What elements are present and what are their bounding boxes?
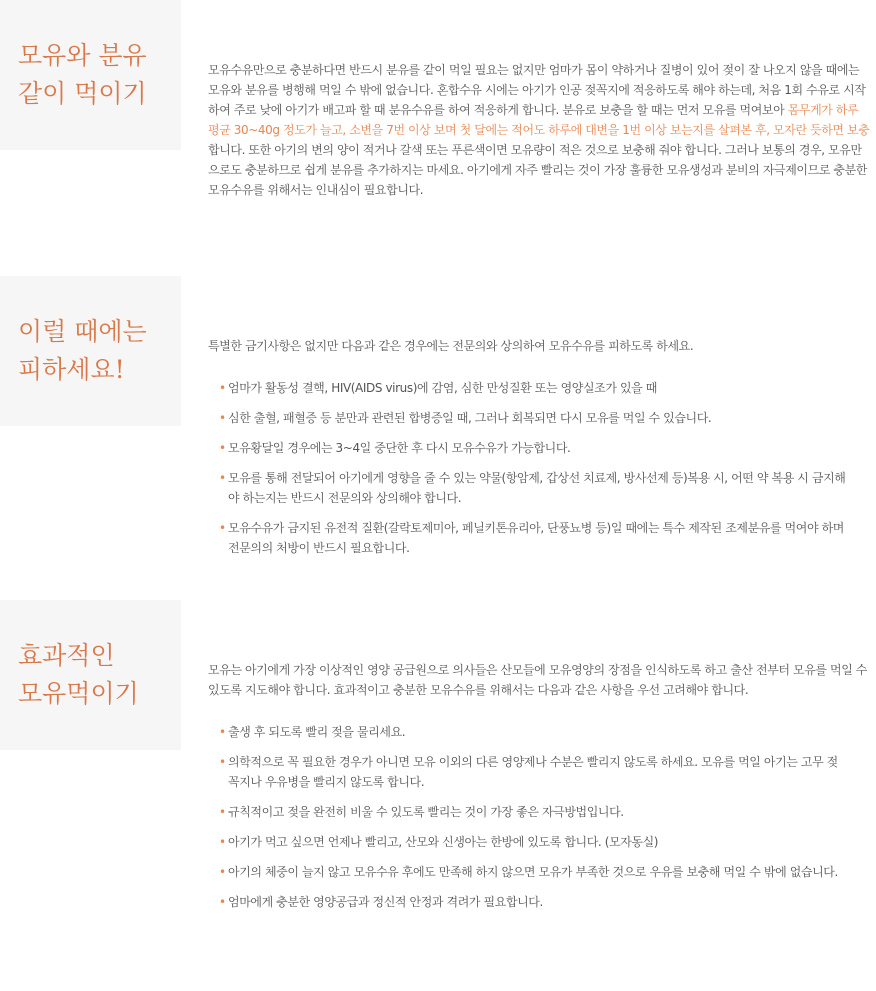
section-title-box [0, 600, 181, 750]
section-title-line-1: 이럴 때에는 [18, 317, 147, 346]
bullet-icon: • [219, 895, 226, 909]
section-title-line-1: 효과적인 [18, 641, 115, 670]
section-content [208, 660, 871, 922]
list-item: • 아기가 먹고 싶으면 언제나 빨리고, 산모와 신생아는 한방에 있도록 합니다. (모자동실) [208, 832, 848, 852]
bullet-icon: • [219, 521, 226, 535]
section-intro: 특별한 금기사항은 없지만 다음과 같은 경우에는 전문의와 상의하여 모유수유를 피하도록 하세요. [208, 339, 694, 353]
section-title-line-2: 같이 먹이기 [18, 79, 147, 108]
list-item: • 모유를 통해 전달되어 아기에게 영향을 줄 수 있는 약물(항암제, 갑상선 치료제, 방사선제 등)복용 시, 어떤 약 복용 시 금지해야 하는지는 반드시 전문의와 상의해야 합니다. [208, 468, 848, 508]
list-item: • 의학적으로 꼭 필요한 경우가 아니면 모유 이외의 다른 영양제나 수분은 빨리지 않도록 하세요. 모유를 먹일 아기는 고무 젖꼭지나 우유병을 빨리지 않도록 합니다. [208, 752, 848, 792]
bullet-icon: • [219, 441, 226, 455]
list-item: • 모유수유가 금지된 유전적 질환(갈락토제미아, 페닐키톤유리아, 단풍뇨병 등)일 때에는 특수 제작된 조제분유를 먹여야 하며 전문의의 처방이 반드시 필요합니다. [208, 518, 848, 558]
paragraph-text-before: 모유수유만으로 충분하다면 반드시 분유를 같이 먹일 필요는 없지만 엄마가 몸이 약하거나 질병이 있어 젖이 잘 나오지 않을 때에는 모유와 분유를 병행해 먹일 수 밖에 없습니다. 혼합수유 시에는 아기가 인공 젖꼭지에 적응하도록 해야 하는데, 처음 1회 수유로 시작하여 주로 낮에 아기가 배고파 할 때 분유수유를 하여 적응하게 합니다. 분유로 보충을 할 때는 먼저 모유를 먹여보아 [208, 63, 866, 117]
bullet-icon: • [219, 865, 226, 879]
section-content [208, 60, 871, 200]
section-content [208, 336, 848, 568]
bullet-icon: • [219, 471, 226, 485]
section-title-line-2: 피하세요! [18, 355, 125, 384]
section-title-box [0, 276, 181, 426]
bullet-icon: • [219, 411, 226, 425]
bullet-icon: • [219, 755, 226, 769]
list-item: • 모유황달일 경우에는 3~4일 중단한 후 다시 모유수유가 가능합니다. [208, 438, 848, 458]
bullet-list [208, 722, 848, 912]
bullet-icon: • [219, 725, 226, 739]
bullet-icon: • [219, 835, 226, 849]
list-item: • 엄마가 활동성 결핵, HIV(AIDS virus)에 감염, 심한 만성질환 또는 영양실조가 있을 때 [208, 378, 848, 398]
list-item: • 출생 후 되도록 빨리 젖을 물리세요. [208, 722, 848, 742]
section-title-line-1: 모유와 분유 [18, 41, 147, 70]
section-title-box [0, 0, 181, 150]
section-intro: 모유는 아기에게 가장 이상적인 영양 공급원으로 의사들은 산모들에 모유영양의 장점을 인식하도록 하고 출산 전부터 모유를 먹일 수 있도록 지도해야 합니다. 효과적이고 충분한 모유수유를 위해서는 다음과 같은 사항을 우선 고려해야 합니다. [208, 663, 868, 697]
paragraph-highlight: 몸무게가 하루 평균 30~40g 정도가 늘고, 소변을 7번 이상 보며 첫 달에는 적어도 하루에 대변을 1번 이상 보는지를 살펴본 후, 모자란 듯하면 보충 [208, 103, 870, 137]
section-title-line-2: 모유먹이기 [18, 679, 139, 708]
paragraph-text-after: 합니다. 또한 아기의 변의 양이 적거나 갈색 또는 푸른색이면 모유량이 적은 것으로 보충해 줘야 합니다. 그러나 보통의 경우, 모유만으로도 충분하므로 쉽게 분유를 추가하지는 마세요. 아기에게 자주 빨리는 것이 가장 훌륭한 모유생성과 분비의 자극제이므로 충분한 모유수유를 위해서는 인내심이 필요합니다. [208, 143, 868, 197]
list-item: • 규칙적이고 젖을 완전히 비울 수 있도록 빨리는 것이 가장 좋은 자극방법입니다. [208, 802, 848, 822]
list-item: • 심한 출혈, 패혈증 등 분만과 관련된 합병증일 때, 그러나 회복되면 다시 모유를 먹일 수 있습니다. [208, 408, 848, 428]
list-item: • 엄마에게 충분한 영양공급과 정신적 안정과 격려가 필요합니다. [208, 892, 848, 912]
list-item: • 아기의 체중이 늘지 않고 모유수유 후에도 만족해 하지 않으면 모유가 부족한 것으로 우유를 보충해 먹일 수 밖에 없습니다. [208, 862, 876, 882]
bullet-icon: • [219, 805, 226, 819]
bullet-icon: • [219, 381, 226, 395]
section-paragraph [208, 60, 871, 200]
bullet-list [208, 378, 848, 558]
